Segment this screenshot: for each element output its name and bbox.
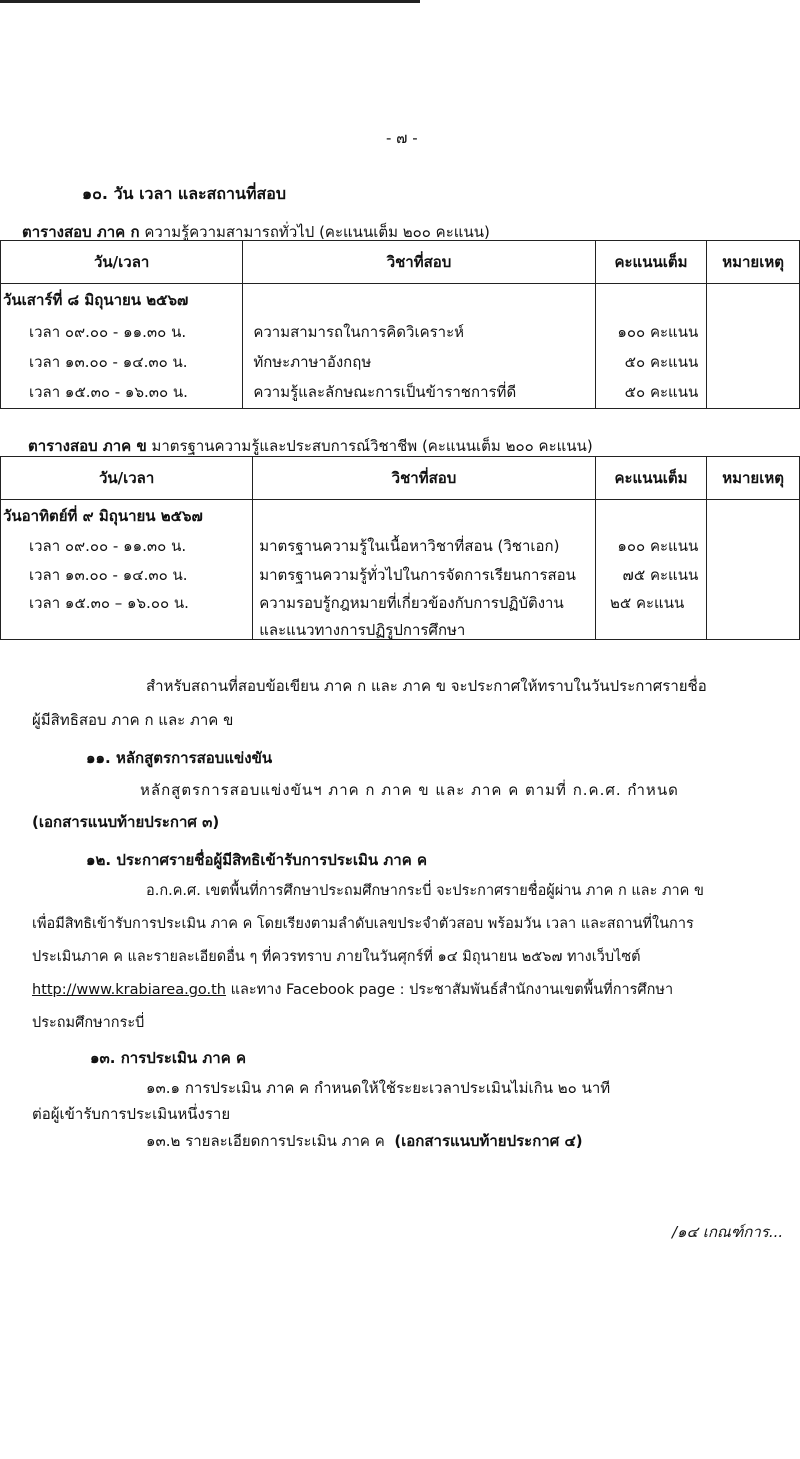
exam-subject: มาตรฐานความรู้ในเนื้อหาวิชาที่สอน (วิชาเอก) [259, 537, 560, 555]
website-link[interactable]: http://www.krabiarea.go.th [32, 982, 227, 998]
header-remark: หมายเหตุ [707, 457, 800, 500]
section-12-text: ประถมศึกษากระบี่ [32, 1015, 145, 1031]
exam-date: วันเสาร์ที่ ๘ มิถุนายน ๒๕๖๗ [3, 291, 189, 309]
section-11-title: ๑๑. หลักสูตรการสอบแข่งขัน [86, 749, 273, 767]
table-b-caption-rest: มาตรฐานความรู้และประสบการณ์วิชาชีพ (คะแนนเต็ม ๒๐๐ คะแนน) [151, 437, 593, 455]
page-number: - ๗ - [386, 129, 418, 147]
exam-venue-note: สำหรับสถานที่สอบข้อเขียน ภาค ก และ ภาค ข จะประกาศให้ทราบในวันประกาศรายชื่อ [146, 677, 707, 695]
exam-time: เวลา ๐๙.๐๐ - ๑๑.๓๐ น. [29, 537, 187, 555]
exam-date: วันอาทิตย์ที่ ๙ มิถุนายน ๒๕๖๗ [3, 507, 203, 525]
section-13-item-2-text: ๑๓.๒ รายละเอียดการประเมิน ภาค ค [146, 1132, 385, 1150]
section-13-item-1-cont: ต่อผู้เข้ารับการประเมินหนึ่งราย [32, 1105, 231, 1123]
table-a-caption-bold: ตารางสอบ ภาค ก [22, 223, 140, 241]
header-date-time: วัน/เวลา [1, 457, 253, 500]
header-subject: วิชาที่สอบ [243, 241, 595, 284]
exam-score: ๕๐ คะแนน [624, 353, 699, 371]
section-13-item-2 [146, 1131, 583, 1151]
exam-score: ๒๕ คะแนน [609, 594, 685, 612]
header-date-time: วัน/เวลา [1, 241, 243, 284]
exam-venue-note-cont: ผู้มีสิทธิสอบ ภาค ก และ ภาค ข [32, 711, 234, 729]
exam-score: ๑๐๐ คะแนน [617, 537, 699, 555]
exam-table-a [0, 240, 800, 409]
exam-subject-continued: และแนวทางการปฏิรูปการศึกษา [259, 621, 466, 639]
facebook-page-text: และทาง Facebook page : ประชาสัมพันธ์สำนักงานเขตพื้นที่การศึกษา [226, 982, 674, 998]
header-full-score: คะแนนเต็ม [595, 457, 707, 500]
exam-time: เวลา ๑๓.๐๐ - ๑๔.๓๐ น. [29, 353, 188, 371]
remark-cell [707, 500, 800, 640]
exam-score: ๑๐๐ คะแนน [617, 323, 699, 341]
section-10-title: ๑๐. วัน เวลา และสถานที่สอบ [82, 184, 287, 203]
table-row [1, 500, 800, 640]
header-subject: วิชาที่สอบ [253, 457, 595, 500]
exam-score: ๗๕ คะแนน [622, 566, 699, 584]
section-12-text [32, 980, 673, 1000]
exam-subject: ความรู้และลักษณะการเป็นข้าราชการที่ดี [253, 383, 517, 401]
exam-subject: มาตรฐานความรู้ทั่วไปในการจัดการเรียนการสอน [259, 566, 576, 584]
section-13-attachment: (เอกสารแนบท้ายประกาศ ๔) [394, 1132, 583, 1150]
header-remark: หมายเหตุ [707, 241, 800, 284]
section-12-text: ประเมินภาค ค และรายละเอียดอื่น ๆ ที่ควรทราบ ภายในวันศุกร์ที่ ๑๔ มิถุนายน ๒๕๖๗ ทางเว็บไซต์ [32, 949, 641, 965]
section-12-text: เพื่อมีสิทธิเข้ารับการประเมิน ภาค ค โดยเรียงตามลำดับเลขประจำตัวสอบ พร้อมวัน เวลา และสถานที่ในการ [32, 916, 694, 932]
table-a-caption [22, 222, 490, 242]
exam-time: เวลา ๑๕.๓๐ – ๑๖.๐๐ น. [29, 594, 189, 612]
section-13-item-1: ๑๓.๑ การประเมิน ภาค ค กำหนดให้ใช้ระยะเวลาประเมินไม่เกิน ๒๐ นาที [146, 1079, 611, 1097]
exam-subject: ความสามารถในการคิดวิเคราะห์ [253, 323, 465, 341]
section-13-title: ๑๓. การประเมิน ภาค ค [90, 1049, 246, 1067]
table-row [1, 284, 800, 409]
exam-time: เวลา ๐๙.๐๐ - ๑๑.๓๐ น. [29, 323, 187, 341]
table-b-caption [28, 436, 593, 456]
exam-time: เวลา ๑๕.๓๐ - ๑๖.๓๐ น. [29, 383, 188, 401]
exam-table-b [0, 456, 800, 640]
section-12-title: ๑๒. ประกาศรายชื่อผู้มีสิทธิเข้ารับการประเมิน ภาค ค [86, 851, 427, 869]
remark-cell [707, 284, 800, 409]
table-header-row [1, 457, 800, 500]
table-a-caption-rest: ความรู้ความสามารถทั่วไป (คะแนนเต็ม ๒๐๐ คะแนน) [144, 223, 490, 241]
section-11-text: หลักสูตรการสอบแข่งขันฯ ภาค ก ภาค ข และ ภาค ค ตามที่ ก.ค.ศ. กำหนด [140, 781, 679, 799]
continuation-marker: /๑๔ เกณฑ์การ... [672, 1223, 784, 1241]
section-12-text: อ.ก.ค.ศ. เขตพื้นที่การศึกษาประถมศึกษากระบี่ จะประกาศรายชื่อผู้ผ่าน ภาค ก และ ภาค ข [146, 883, 704, 899]
table-b-caption-bold: ตารางสอบ ภาค ข [28, 437, 147, 455]
section-11-attachment: (เอกสารแนบท้ายประกาศ ๓) [32, 813, 220, 831]
table-header-row [1, 241, 800, 284]
scan-edge-bar [0, 0, 420, 3]
exam-score: ๕๐ คะแนน [624, 383, 699, 401]
exam-subject: ทักษะภาษาอังกฤษ [253, 353, 372, 371]
exam-subject: ความรอบรู้กฎหมายที่เกี่ยวข้องกับการปฏิบัติงาน [259, 594, 564, 612]
exam-time: เวลา ๑๓.๐๐ - ๑๔.๓๐ น. [29, 566, 188, 584]
header-full-score: คะแนนเต็ม [595, 241, 707, 284]
